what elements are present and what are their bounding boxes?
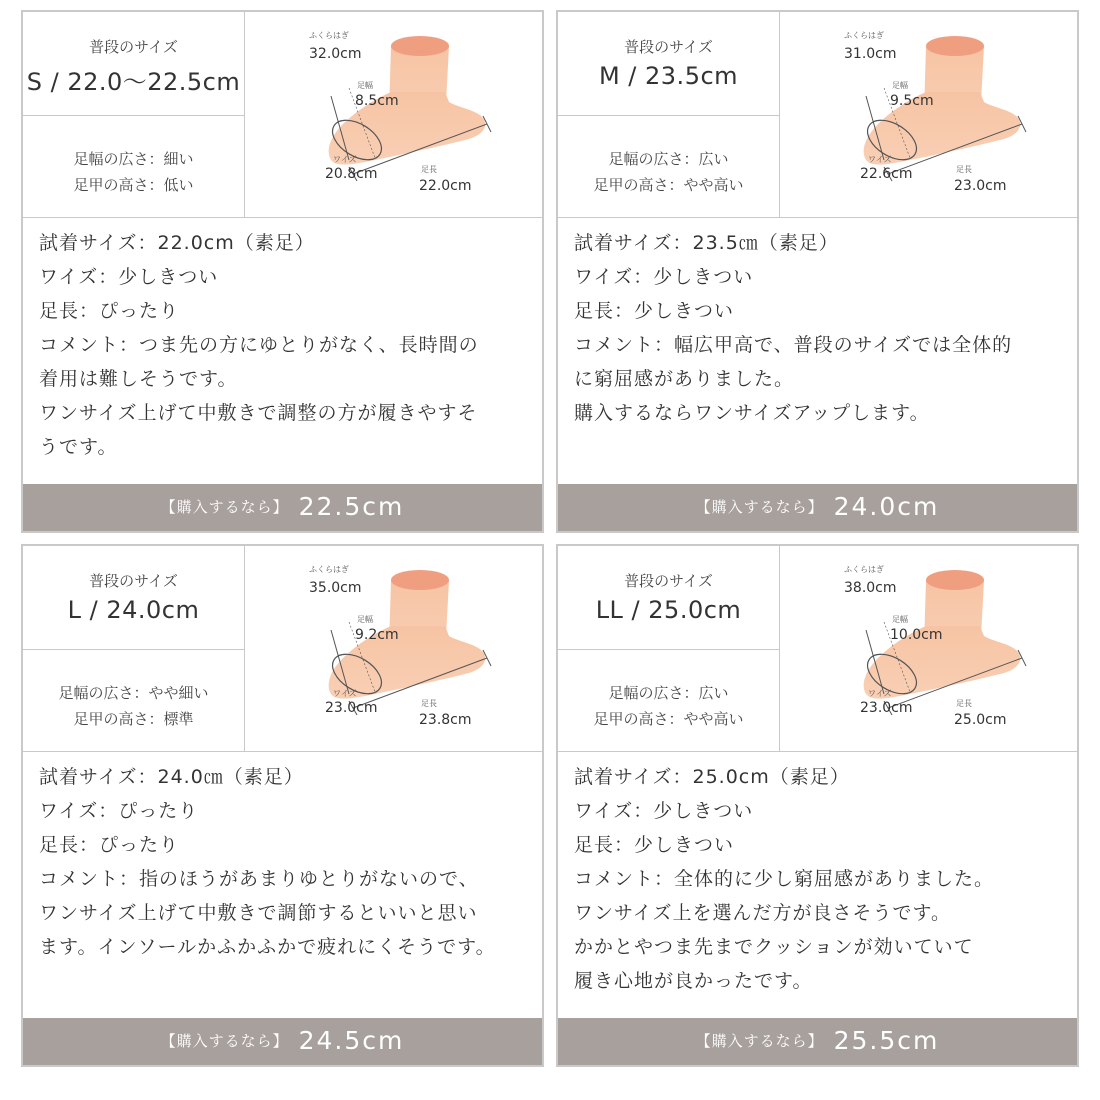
size-card-4	[556, 544, 1079, 1067]
recommended-size-label: 【購入するなら】	[160, 498, 289, 516]
calf-label: ふくらはぎ	[844, 565, 884, 574]
foot-illustration	[780, 12, 1077, 218]
comment-line: 履き心地が良かったです。	[574, 970, 813, 992]
foot-width-type: 足幅の広さ：広い	[608, 684, 729, 702]
fitting-comments	[39, 760, 530, 964]
foot-width-label: 足幅	[357, 81, 373, 90]
fitting-comments	[574, 226, 1065, 430]
foot-illustration	[780, 546, 1077, 752]
recommended-size-value: 24.5cm	[298, 1026, 405, 1055]
calf-value: 35.0cm	[309, 580, 362, 596]
comment-line: 購入するならワンサイズアップします。	[574, 402, 930, 424]
card-header	[558, 546, 1077, 752]
foot-length-label: 足長	[421, 165, 437, 174]
usual-size-value: LL / 25.0cm	[595, 596, 742, 624]
recommended-size-label: 【購入するなら】	[160, 1032, 289, 1050]
calf-label: ふくらはぎ	[309, 31, 349, 40]
foot-width-value: 8.5cm	[355, 93, 399, 109]
foot-width-type: 足幅の広さ：やや細い	[58, 684, 209, 702]
recommended-size-bar	[558, 484, 1077, 531]
instep-height-type: 足甲の高さ：やや高い	[593, 176, 744, 194]
comment-line: に窮屈感がありました。	[574, 368, 795, 390]
comment-line: ワイズ：少しきつい	[574, 266, 754, 288]
comment-line: ワイズ：ぴったり	[39, 800, 199, 822]
foot-length-value: 22.0cm	[419, 178, 472, 194]
recommended-size-value: 22.5cm	[298, 492, 405, 521]
usual-size-value: M / 23.5cm	[598, 62, 739, 90]
foot-length-value: 23.0cm	[954, 178, 1007, 194]
card-header	[23, 12, 542, 218]
foot-width-value: 10.0cm	[890, 627, 943, 643]
foot-measurement-diagram	[780, 12, 1077, 218]
wise-value: 22.6cm	[860, 166, 913, 182]
fitting-comments	[39, 226, 530, 464]
foot-width-value: 9.2cm	[355, 627, 399, 643]
comment-line: コメント：全体的に少し窮屈感がありました。	[574, 868, 995, 890]
wise-label: ワイズ	[868, 155, 892, 164]
comment-line: かかとやつま先までクッションが効いていて	[574, 936, 974, 958]
foot-measurement-diagram	[245, 546, 542, 752]
foot-illustration	[245, 12, 542, 218]
usual-size-value: S / 22.0〜22.5cm	[26, 68, 241, 96]
foot-width-type: 足幅の広さ：広い	[608, 150, 729, 168]
foot-illustration	[245, 546, 542, 752]
foot-length-label: 足長	[956, 699, 972, 708]
foot-width-label: 足幅	[892, 81, 908, 90]
comment-line: ワンサイズ上げて中敷きで調整の方が履きやすそ	[39, 402, 478, 424]
instep-height-type: 足甲の高さ：標準	[73, 710, 194, 728]
calf-label: ふくらはぎ	[844, 31, 884, 40]
foot-shape-box	[558, 650, 780, 752]
foot-measurement-diagram	[780, 546, 1077, 752]
calf-value: 38.0cm	[844, 580, 897, 596]
instep-height-type: 足甲の高さ：やや高い	[593, 710, 744, 728]
comment-line: コメント：幅広甲高で、普段のサイズでは全体的	[574, 334, 1013, 356]
recommended-size-bar	[558, 1018, 1077, 1065]
foot-width-value: 9.5cm	[890, 93, 934, 109]
card-header	[558, 12, 1077, 218]
comment-line: 着用は難しそうです。	[39, 368, 238, 390]
comment-line: 試着サイズ：24.0㎝（素足）	[39, 766, 304, 788]
recommended-size-value: 24.0cm	[833, 492, 940, 521]
comment-line: 試着サイズ：23.5㎝（素足）	[574, 232, 839, 254]
size-card-2	[556, 10, 1079, 533]
wise-value: 23.0cm	[325, 700, 378, 716]
foot-measurement-diagram	[245, 12, 542, 218]
foot-width-label: 足幅	[892, 615, 908, 624]
usual-size-heading: 普段のサイズ	[89, 38, 178, 56]
calf-value: 31.0cm	[844, 46, 897, 62]
wise-label: ワイズ	[333, 689, 357, 698]
wise-label: ワイズ	[868, 689, 892, 698]
wise-value: 20.8cm	[325, 166, 378, 182]
usual-size-heading: 普段のサイズ	[624, 572, 713, 590]
usual-size-box	[23, 546, 245, 650]
recommended-size-label: 【購入するなら】	[695, 498, 824, 516]
foot-width-label: 足幅	[357, 615, 373, 624]
foot-length-label: 足長	[956, 165, 972, 174]
instep-height-type: 足甲の高さ：低い	[73, 176, 194, 194]
foot-length-label: 足長	[421, 699, 437, 708]
foot-shape-box	[23, 116, 245, 218]
foot-length-value: 23.8cm	[419, 712, 472, 728]
usual-size-heading: 普段のサイズ	[89, 572, 178, 590]
comment-line: 試着サイズ：22.0cm（素足）	[39, 232, 315, 254]
usual-size-box	[558, 12, 780, 116]
comment-line: 足長：少しきつい	[574, 300, 735, 322]
comment-line: ワイズ：少しきつい	[574, 800, 754, 822]
usual-size-box	[558, 546, 780, 650]
comment-line: ワイズ：少しきつい	[39, 266, 219, 288]
foot-shape-box	[23, 650, 245, 752]
usual-size-value: L / 24.0cm	[67, 596, 200, 624]
usual-size-heading: 普段のサイズ	[624, 38, 713, 56]
recommended-size-value: 25.5cm	[833, 1026, 940, 1055]
recommended-size-label: 【購入するなら】	[695, 1032, 824, 1050]
comment-line: ワンサイズ上げて中敷きで調節するといいと思い	[39, 902, 478, 924]
size-card-1	[21, 10, 544, 533]
recommended-size-bar	[23, 1018, 542, 1065]
comment-line: 足長：少しきつい	[574, 834, 735, 856]
wise-label: ワイズ	[333, 155, 357, 164]
comment-line: コメント：つま先の方にゆとりがなく、長時間の	[39, 334, 479, 356]
wise-value: 23.0cm	[860, 700, 913, 716]
foot-length-value: 25.0cm	[954, 712, 1007, 728]
fitting-comments	[574, 760, 1065, 998]
usual-size-box	[23, 12, 245, 116]
comment-line: コメント：指のほうがあまりゆとりがないので、	[39, 868, 479, 890]
comment-line: ワンサイズ上を選んだ方が良さそうです。	[574, 902, 951, 924]
foot-width-type: 足幅の広さ：細い	[73, 150, 194, 168]
recommended-size-bar	[23, 484, 542, 531]
comment-line: 足長：ぴったり	[39, 834, 180, 856]
comment-line: 試着サイズ：25.0cm（素足）	[574, 766, 850, 788]
calf-value: 32.0cm	[309, 46, 362, 62]
card-header	[23, 546, 542, 752]
calf-label: ふくらはぎ	[309, 565, 349, 574]
size-card-3	[21, 544, 544, 1067]
comment-line: うです。	[39, 436, 118, 458]
comment-line: ます。インソールかふかふかで疲れにくそうです。	[39, 936, 496, 958]
foot-shape-box	[558, 116, 780, 218]
comment-line: 足長：ぴったり	[39, 300, 180, 322]
